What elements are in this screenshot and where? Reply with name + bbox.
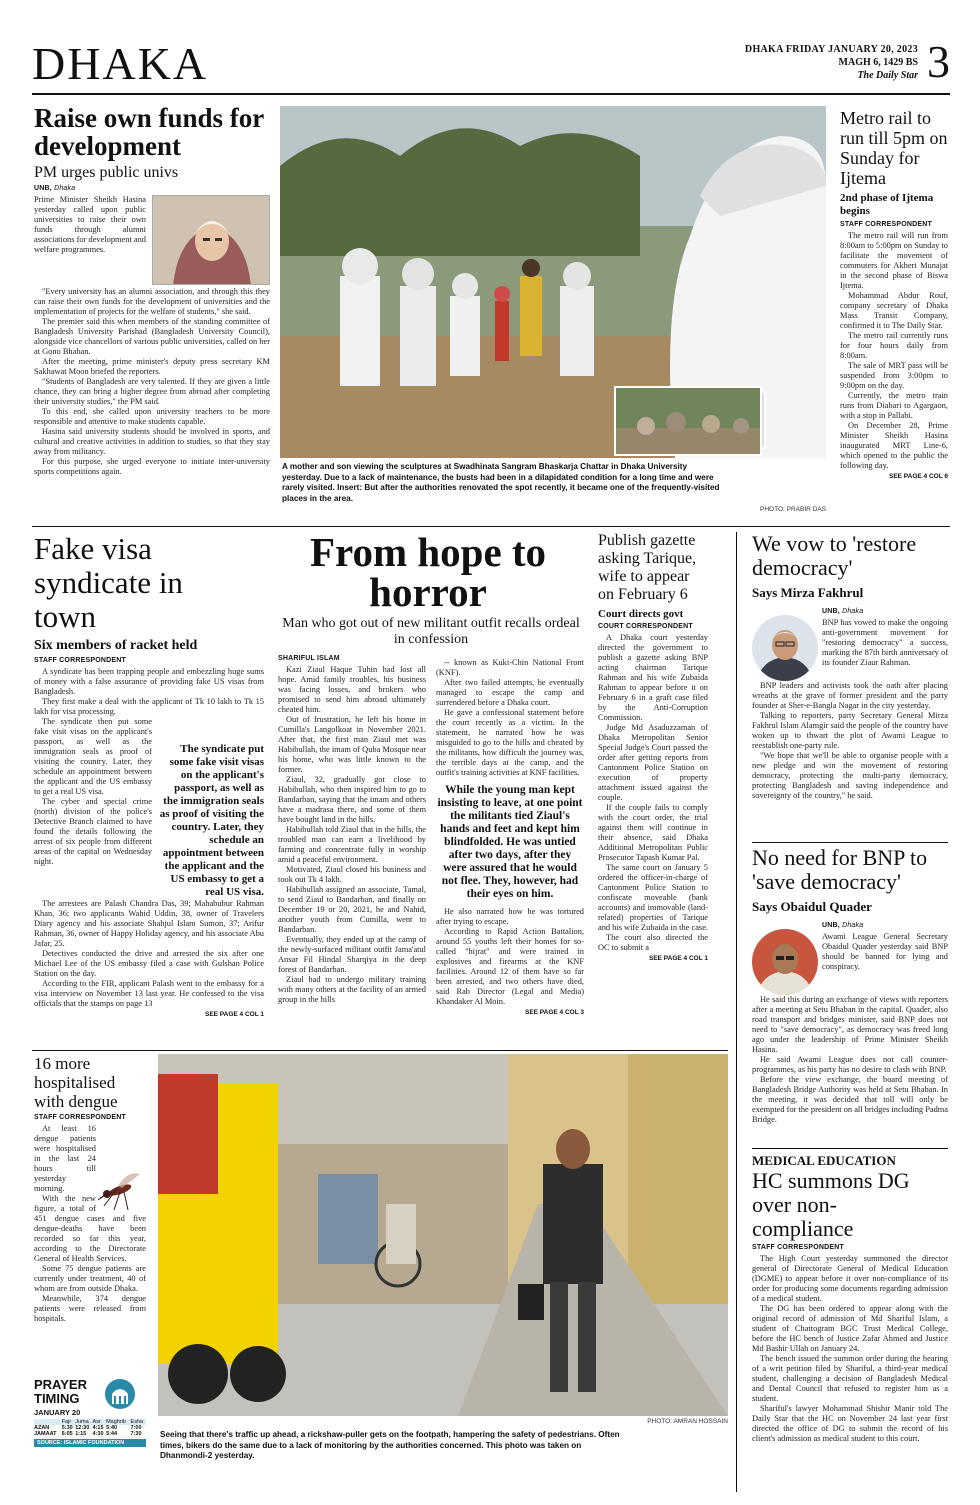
story-democracy — [752, 532, 948, 842]
mosque-icon — [100, 1378, 140, 1410]
divider — [32, 526, 950, 527]
see-page-link[interactable]: SEE PAGE 4 COL 1 — [204, 1011, 264, 1018]
story-dengue — [34, 1054, 146, 1374]
byline: STAFF CORRESPONDENT — [34, 1114, 126, 1121]
body-paragraphs: The High Court yesterday summoned the director general of Directorate General of Medical Education (DGME) to appear before it over non-compliance of its order for producing some documents regarding admission of a medical student. The DG has been ordered to appear along with the original record of admission of Md Shariful Islam, a student of Chattogram BGC Trust Medical College, before the HC bench of Justice Zafar Ahmed and Justice Md Bashir Ullah on January 24. The bench issued the summon order during the hearing of a writ petition filed by Shariful, a third-year medical student, challenging a decision of Bangladesh Medical and Dental Council that refused to register him as a student. Shariful's lawyer Mohammad Shishir Manir told The Daily Star that the HC on November 24 last year first directed the office of DG to submit the record of his client's admission as medical student to this court. — [752, 1254, 948, 1443]
headline: Raise own funds for development — [34, 103, 264, 161]
top-photo-caption: A mother and son viewing the sculptures at Swadhinata Sangram Bhaskarja Chattar in Dhaka University yesterday. Due to a lack of maintenance, the busts had been in a dilapidated condition for a long time and were rarely visited. Insert: But after the authorities renovated the spot recently, it became one of the frequently-visited places in the area. — [282, 462, 720, 503]
quader-portrait — [752, 929, 818, 995]
see-page-link[interactable]: SEE PAGE 4 COL 6 — [888, 473, 948, 480]
body-paragraphs: At least 16 dengue patients were hospitalised in the last 24 hours till yesterday morning. With the new figure, a total of 451 dengue cases and five dengue-deaths have been recorded so far this year, according to the Directorate General of Health Services. Some 75 dengue patients are currently under treatment, 40 of whom are from outside Dhaka. Meanwhile, 374 dengue patients were released from hospitals. — [34, 1124, 146, 1323]
see-page-link[interactable]: SEE PAGE 4 COL 3 — [524, 1009, 584, 1016]
headline: 16 more hospitalised with dengue — [34, 1054, 118, 1111]
masthead — [32, 36, 950, 90]
headline: We vow to 'restore democracy' — [752, 532, 917, 580]
body-paragraphs: "Every university has an alumni association, and through this they can raise their own funds for the development of universities and the implementation of projects for the welfare of students," she said. The premier said this when members of the standing committee of Bangladesh University Parishad (Bangladesh University Council), alongside vice chancellors of various public universities, called on her at Gono Bhaban. After the meeting, prime minister's deputy press secretary KM Sakhawat Moon briefed the reporters. "Students of Bangladesh are very talented. If they are given a little chance, they can bring a higher degree from abroad after completing their university studies," the PM said. To this end, she called upon university teachers to be more responsible and attentive to make students capable. Hasina said university students should be involved in sports, and cultural and creative activities in addition to studies, so that they stay away from militancy. For this purpose, she urged everyone to initiate inter-university sports competitions again. — [34, 287, 270, 476]
divider — [752, 842, 948, 843]
body-bottom: The arrestees are Palash Chandra Das, 39; Mahabubur Rahman Khan, 36; two applicants Wahid Uddin, 38, owner of Travelers Diary agency and his associate Shahjul Islam Sumon, 37; Arifur Rahman, 36, owner of Happy Holiday agency, and his associate Abu Jafar, 25. Detectives conducted the drive and arrested the six after one Michael Lee of the US embassy filed a case with Gulshan Police Station on the day. According to the FIR, applicant Palash went to the embassy for a visa interview on November 13 last year. He confessed to the visa officials that the stamps on page 13 — [34, 899, 264, 1008]
divider — [32, 1050, 728, 1051]
body-col1: Kazi Ziaul Haque Tuhin had lost all hope. Amid family troubles, his business was facing losses, and brokers who promised to send him abroad ultimately cheated him. Out of frustration, he left his home in Cumilla's Langolkoat in November 2021. After that, the first man Ziaul met was Habibullah, the imam of Quba Mosque near his home, who was little known to the former. Ziaul, 32, gradually got close to Habibullah, who then inspired him to go to Bandarban, saying that the imam and others have a madrasa there, and some of them have bought land in the hills. Habibullah told Ziaul that in the hills, the troubled man can earn a livelihood by farming and concentrate fully in worship amid a peaceful environment. Motivated, Ziaul closed his business and took out Tk 4 lakh. Habibullah assigned an associate, Tamal, to send Ziaul to Bandarban, and finally on December 19 or 20, 2021, he and Nahid, another youth from Cumilla, went to Bandarban. Eventually, they ended up at the camp of the newly-surfaced militant outfit Jama'atul Ansar Fil Hindal Sharqiya in the deep forest of Bandarban. Ziaul had to undergo military training with many others at the facility of an armed group in the hills — [278, 665, 426, 1004]
prayer-source: SOURCE: ISLAMIC FOUNDATION — [34, 1439, 146, 1447]
subhead: PM urges public univs — [34, 164, 179, 181]
story-funds — [34, 104, 270, 477]
headline: From hope to horror — [309, 532, 547, 615]
prayer-date: JANUARY 20 — [34, 1408, 81, 1417]
headline: Publish gazette asking Tarique, wife to appear on February 6 — [598, 532, 697, 603]
subhead: Court directs govt — [598, 608, 684, 620]
lead-paragraph: Awami League General Secretary Obaidul Quader yesterday said BNP should be banned for lying and conspiracy. — [822, 932, 948, 971]
story-gazette — [598, 532, 708, 1047]
subhead: Says Obaidul Quader — [752, 899, 872, 914]
byline: COURT CORRESPONDENT — [598, 623, 693, 630]
masthead-rule — [32, 93, 950, 95]
divider — [752, 1148, 948, 1149]
body-top: A syndicate has been trapping people and embezzling huge sums of money with a false assurance of providing fake US visas from Bangladesh. They first make a deal with the applicant of Tk 10 lakh to Tk 15 lakh for visa processing. — [34, 667, 264, 716]
body-paragraphs: BNP leaders and activists took the oath after placing wreaths at the grave of former president and the party founder at Sher-e-Bangla Nagar in the city yesterday. Talking to reporters, party Secretary General Mirza Fakhrul Islam Alamgir said the people of the country have woken up to thwart the plot of Awami League to reestablish one-party rule. "We hope that we'll be able to organise people with a new pledge and win the movement of restoring democracy, protecting the multi-party democracy, protecting Bangladesh and saving independence and sovereignty of the country," he said. — [752, 681, 948, 800]
inset-photo — [614, 386, 762, 456]
headline: Fake visa syndicate in town — [34, 532, 183, 634]
pull-quote: While the young man kept insisting to leave, at one point the militants tied Ziaul's hands and feet and kept him blindfolded. He was untied after two days, after they were assured that he would not flee. They, however, had their eyes on him. — [437, 784, 583, 900]
fakhrul-portrait — [752, 615, 818, 681]
pull-quote: The syndicate put some fake visit visas on the applicant's passport, as well as the immigration seals as proof of visiting the country. Later, they schedule an appointment between the applicant and the US embassy to get a real US visa. — [159, 743, 264, 898]
lead-paragraph: Prime Minister Sheikh Hasina yesterday called upon public universities to raise their own funds through alumni associations for development and welfare programmes. — [34, 195, 146, 254]
hasina-portrait — [152, 195, 270, 285]
body-paragraphs: He said this during an exchange of views with reporters after a meeting at Setu Bhaban in the capital. Quader, also road transport and bridges minister, said BNP does not need to "save democracy", as democracy was freed long ago under the leadership of Prime Minister Sheikh Hasina. He said Awami League does not call counter-programmes, as his party has no desire to clash with BNP. Before the view exchange, the board meeting of Bangladesh Bridge Authority was held at Setu Bhaban. In the meeting, it was decided that toll will only be exempted for the president on all bridges including Padma Bridge. — [752, 995, 948, 1124]
headline: Metro rail to run till 5pm on Sunday for Ijtema — [840, 108, 948, 188]
byline: UNB, Dhaka — [34, 185, 76, 192]
paper-logo: The Daily Star — [857, 70, 918, 81]
prayer-table: Fajr Juma Asr Maghrib Esha AZAN 5:30 12:30 4:15 5:40 7:00 JAMAAT 6:05 1:15 4:30 5:44 7:30 — [34, 1419, 146, 1437]
dateline: DHAKA FRIDAY JANUARY 20, 2023 — [744, 44, 918, 55]
prayer-title: PRAYER TIMING — [34, 1377, 87, 1406]
bottom-photo-credit: PHOTO: AMRAN HOSSAIN — [647, 1418, 728, 1425]
section-title: DHAKA — [32, 38, 209, 89]
byline: STAFF CORRESPONDENT — [840, 221, 932, 228]
see-page-link[interactable]: SEE PAGE 4 COL 1 — [648, 955, 708, 962]
top-photo-credit: PHOTO: PRABIR DAS — [760, 506, 826, 513]
kicker: MEDICAL EDUCATION — [752, 1153, 896, 1168]
rickshaw-photo — [158, 1054, 728, 1416]
subhead: Says Mirza Fakhrul — [752, 585, 864, 600]
body-paragraphs: A Dhaka court yesterday directed the government to publish a gazette asking BNP acting chairman Tarique Rahman and his wife Zubaida Rahman to appear before it on February 6 in a graft case filed by the Anti-Corruption Commission. Judge Md Asaduzzaman of Dhaka Metropolitan Senior Special Judge's Court passed the order after getting reports from Cantonment Police Station on execution of property attachment issued against the couple. If the couple fails to comply with the court order, the trial against them will continue in their absence, said Dhaka Additional Metropolitan Public Prosecutor Tapash Kumar Pal. The same court on January 5 ordered the officer-in-charge of Cantonment Police Station to confiscate moveable (bank accounts) and immovable (land-related) properties of Tarique and his wife Zubaida in the case. The court also directed the OC to submit a — [598, 633, 708, 952]
byline: STAFF CORRESPONDENT — [34, 657, 126, 664]
column-rule — [736, 532, 737, 1492]
bottom-photo-caption: Seeing that there's traffic up ahead, a rickshaw-puller gets on the footpath, hampering the safety of pedestrians. Often times, bikers do the same due to a lack of monitoring by the authorities concerned. This photo was taken on Dhanmondi-2 yesterday. — [160, 1430, 620, 1460]
byline: UNB, Dhaka — [822, 922, 864, 929]
subhead: 2nd phase of Ijtema begins — [840, 192, 934, 217]
sculpture-photo — [280, 106, 826, 458]
headline: No need for BNP to 'save democracy' — [752, 846, 928, 894]
story-metro — [840, 108, 948, 480]
dateline-bengali: MAGH 6, 1429 BS — [838, 57, 918, 68]
body-col2-bottom: He also narrated how he was tortured after trying to escape. According to Rapid Action Battalion, around 55 youths left their homes for so-called "hijrat" and were trained in explosives and firearms at the KNF facilities. Around 12 of them have so far been arrested, and two others have died, said Rab Director (Legal and Media) Khandaker Al Moin. — [436, 907, 584, 1006]
subhead: Man who got out of new militant outfit recalls ordeal in confession — [282, 616, 580, 647]
story-hc — [752, 1148, 948, 1493]
body-left: The syndicate then put some fake visit visas on the applicant's passport, as well as the immigration seals as proof of visiting the country. Later, they schedule an appointment between the applicant and the US embassy to get a real US visa. The cyber and special crime (north) division of the police's Detective Branch claimed to have found the details following the arrest of six people from different areas of the capital on Wednesday night. — [34, 717, 152, 866]
story-visa — [34, 532, 264, 1047]
byline: STAFF CORRESPONDENT — [752, 1244, 844, 1251]
page-number: 3 — [927, 36, 950, 87]
mosquito-icon — [98, 1168, 146, 1212]
body-paragraphs: The metro rail will run from 8:00am to 5:00pm on Sunday to facilitate the movement of commuters for Akheri Munajat in the second phase of Biswa Ijtema. Mohammad Abdur Rouf, company secretary of Dhaka Mass Transit Company, confirmed it to The Daily Star. The metro rail currently runs for four hours daily from 8:00am. The sale of MRT pass will be suspended from 3:00pm to 9:00pm on the day. Currently, the metro train runs from Diabari to Agargaon, with a stop in Pallabi. On December 28, Prime Minister Sheikh Hasina inaugurated MRT Line-6, which opened to the public the following day. — [840, 231, 948, 470]
prayer-timing-box — [34, 1378, 146, 1468]
byline: UNB, Dhaka — [822, 608, 864, 615]
subhead: Six members of racket held — [34, 638, 198, 653]
story-horror — [278, 532, 584, 1047]
story-bnp — [752, 846, 948, 1144]
lead-paragraph: BNP has vowed to make the ongoing anti-government movement for "restoring democracy" a success, marking the 87th birth anniversary of its founder Ziaur Rahman. — [822, 618, 948, 667]
body-col2-top: -- known as Kuki-Chin National Front (KNF). After two failed attempts, he eventually managed to escape the camp and surrendered before a Dhaka court. He gave a confessional statement before the court recently as a victim. In the statement, he narrated how he was misguided to go to the hills and cheated by the militants, how difficult the journey was, the terrible days at the camp, and the outfit's training activities at KNF facilities. — [436, 658, 584, 777]
byline: SHARIFUL ISLAM — [278, 655, 340, 662]
headline: HC summons DG over non-compliance — [752, 1168, 910, 1241]
